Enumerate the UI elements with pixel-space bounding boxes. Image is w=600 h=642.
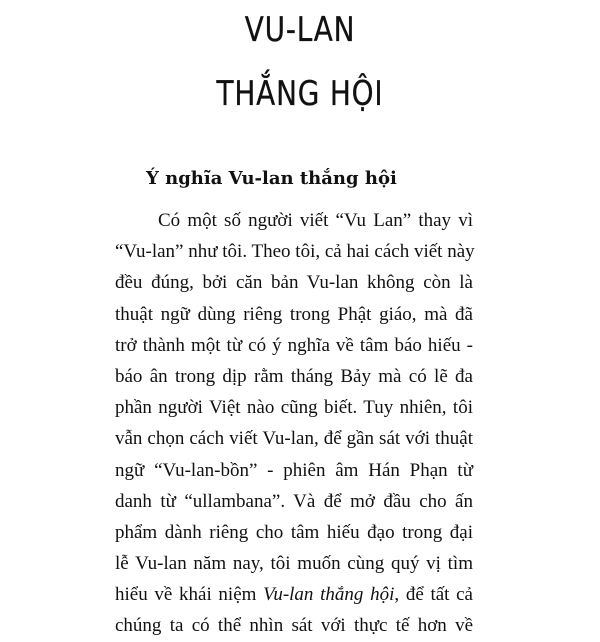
paragraph-line: “Vu-lan” như tôi. Theo tôi, cả hai cách viết này	[115, 241, 475, 263]
paragraph-line: trở thành một từ có ý nghĩa về tâm báo hiếu -	[115, 334, 473, 356]
body-paragraph	[115, 205, 473, 642]
line-text-pre: hiểu về khái niệm	[115, 584, 264, 606]
section-heading: Ý nghĩa Vu-lan thắng hội	[146, 168, 397, 189]
line-text-post: , để tất cả	[394, 584, 473, 606]
paragraph-line: chúng ta có thể nhìn sát với thực tế hơn về	[115, 615, 473, 637]
paragraph-line: phần người Việt nào cũng biết. Tuy nhiên, tôi	[115, 397, 473, 419]
italic-term: Vu-lan thắng hội	[263, 584, 395, 606]
paragraph-line: ngữ “Vu-lan-bồn” - phiên âm Hán Phạn từ	[115, 459, 473, 481]
paragraph-line: vẫn chọn cách viết Vu-lan, để gần sát với thuật	[115, 428, 473, 450]
paragraph-line: danh từ “ullambana”. Và để mở đầu cho ấn	[115, 490, 473, 512]
paragraph-line: đều đúng, bởi căn bản Vu-lan không còn là	[115, 272, 473, 294]
paragraph-line: Có một số người viết “Vu Lan” thay vì	[158, 210, 473, 231]
title-line-2: THẮNG HỘI	[216, 74, 384, 114]
paragraph-line: lễ Vu-lan năm nay, tôi muốn cùng quý vị tìm	[115, 553, 473, 575]
paragraph-line: phẩm dành riêng cho tâm hiếu đạo trong đại	[115, 521, 473, 543]
title-line-1: VU-LAN	[244, 10, 356, 50]
paragraph-line-with-italic	[115, 579, 473, 610]
paragraph-line: thuật ngữ dùng riêng trong Phật giáo, mà đã	[115, 303, 473, 325]
paragraph-line: báo ân trong dịp rằm tháng Bảy mà có lẽ đa	[115, 365, 473, 387]
